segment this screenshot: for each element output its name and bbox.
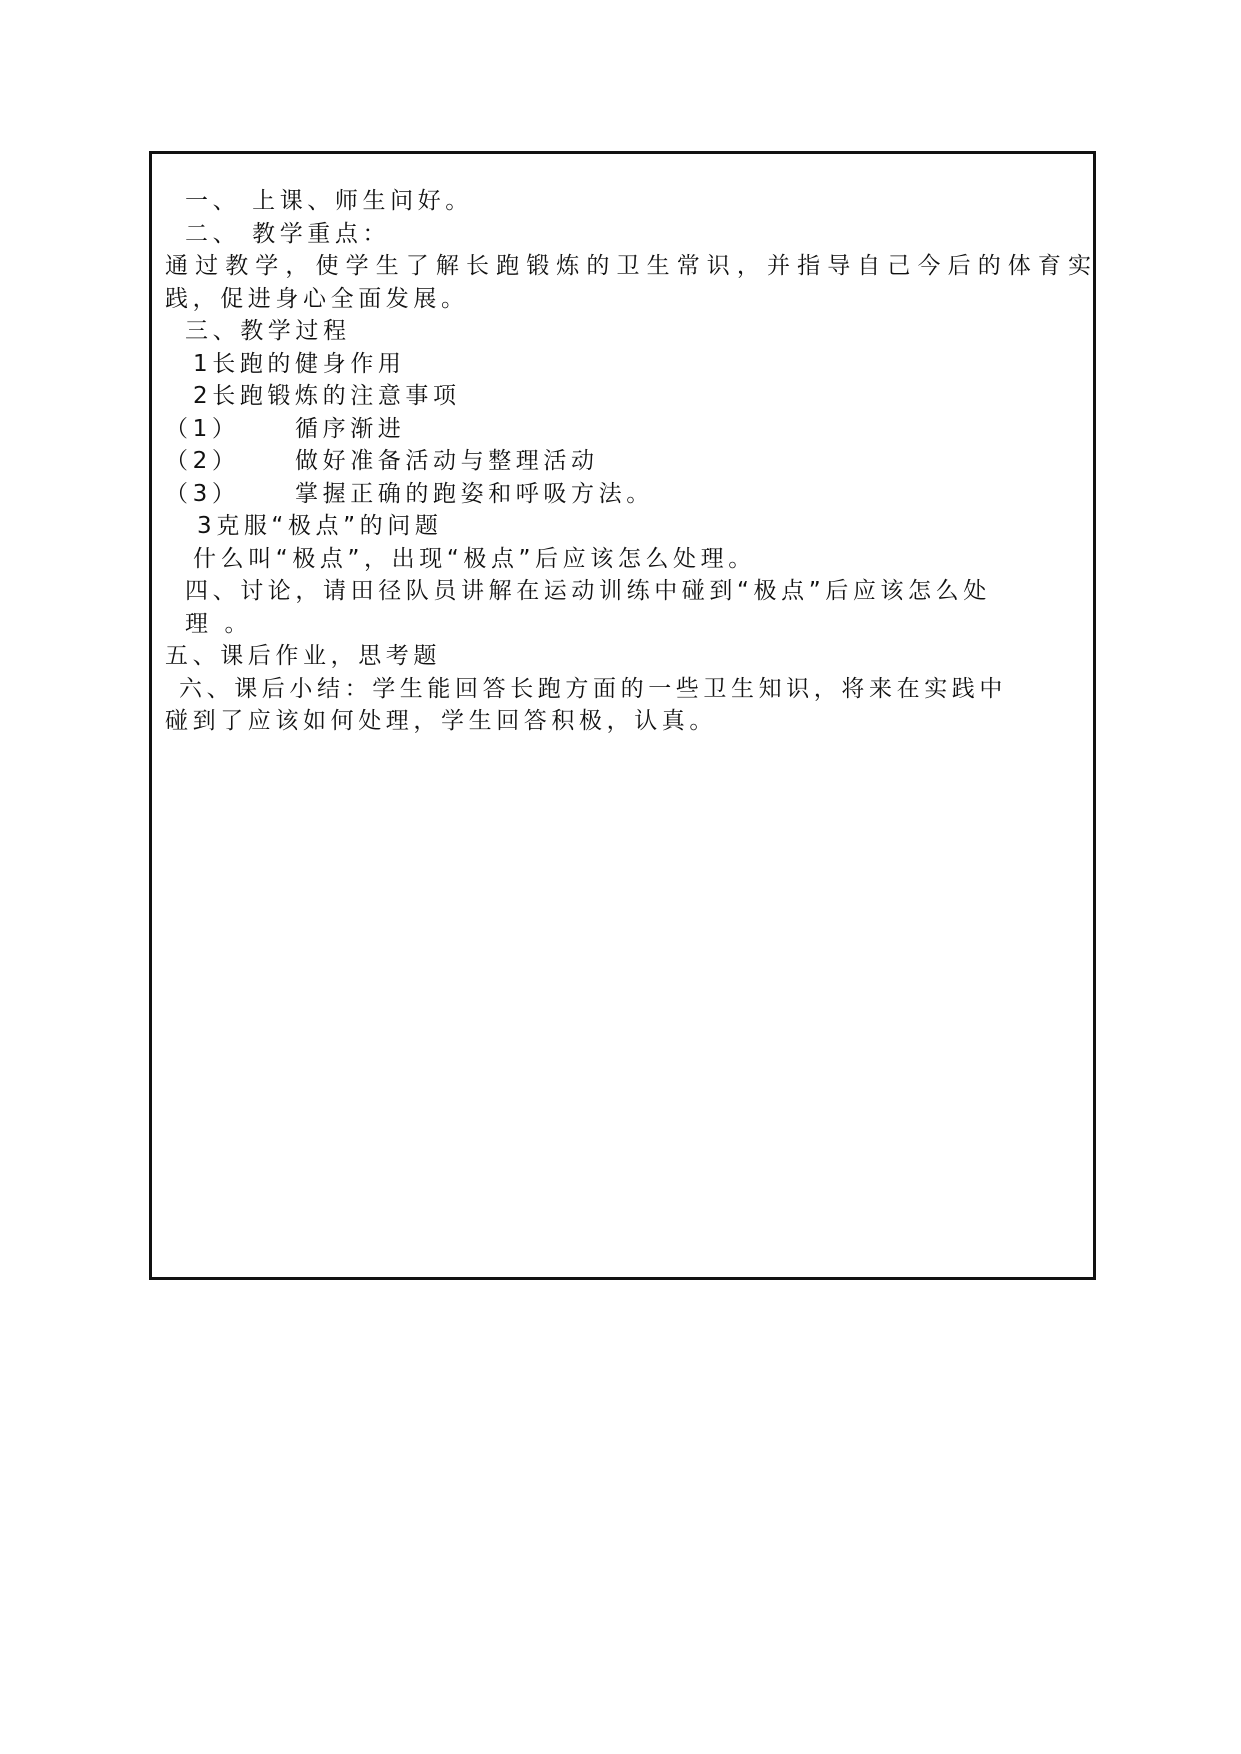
precaution-item-2 (165, 445, 1085, 478)
lesson-plan-table-cell (149, 151, 1099, 1280)
precaution-text-2: 做好准备活动与整理活动 (295, 448, 599, 474)
step-greeting: 一、 上课、师生问好。 (185, 188, 473, 214)
process-item-3: 3克服“极点”的问题 (197, 513, 443, 539)
process-item-1: 1长跑的健身作用 (193, 350, 406, 377)
precaution-number-1: （1） (165, 415, 240, 442)
precaution-item-3 (165, 478, 1085, 511)
homework: 五、课后作业，思考题 (165, 643, 441, 669)
summary-line-1: 六、课后小结：学生能回答长跑方面的一些卫生知识，将来在实践中 (179, 675, 1007, 702)
discussion-line-2: 理 。 (185, 610, 253, 637)
heading-teaching-process: 三、教学过程 (185, 318, 351, 344)
lesson-plan-text (165, 185, 1099, 738)
precaution-text-3: 掌握正确的跑姿和呼吸方法。 (295, 480, 654, 507)
discussion-line-1: 四、讨论，请田径队员讲解在运动训练中碰到“极点”后应该怎么处 (185, 578, 991, 604)
process-item-2: 2长跑锻炼的注意事项 (193, 383, 461, 409)
precaution-number-2: （2） (165, 448, 240, 474)
heading-key-points: 二、 教学重点： (185, 220, 391, 247)
summary-line-2: 碰到了应该如何处理，学生回答积极，认真。 (165, 708, 717, 734)
key-points-text-line-2: 践，促进身心全面发展。 (165, 285, 469, 312)
precaution-text-1: 循序渐进 (295, 415, 406, 442)
precaution-item-1 (165, 413, 1085, 446)
precaution-number-3: （3） (165, 480, 240, 507)
dead-point-question: 什么叫“极点”，出现“极点”后应该怎么处理。 (193, 545, 756, 572)
key-points-text-line-1: 通过教学，使学生了解长跑锻炼的卫生常识，并指导自己今后的体育实 (165, 253, 1099, 279)
